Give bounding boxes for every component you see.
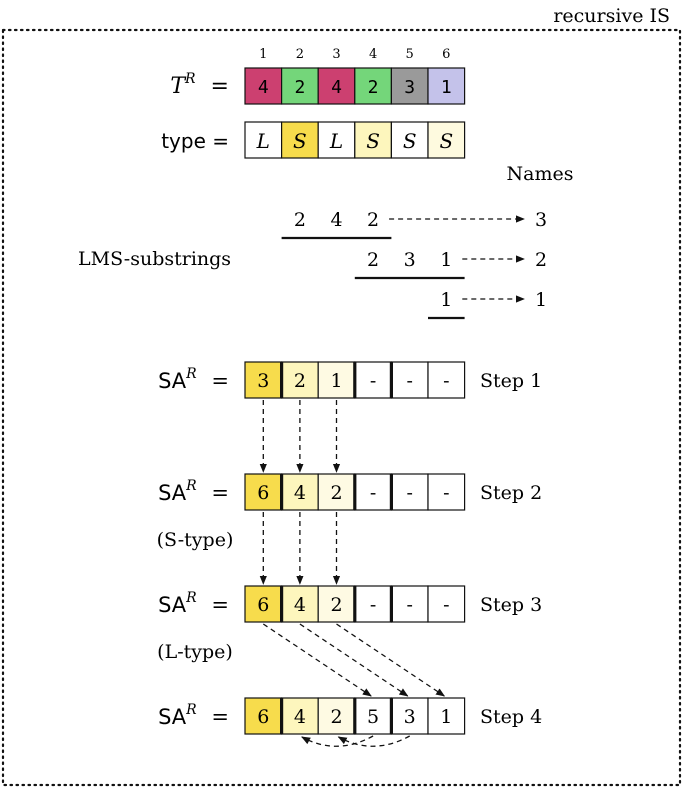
sa-value: 4 [293, 706, 306, 728]
step-label: Step 3 [480, 594, 543, 616]
lms-char: 2 [293, 209, 306, 231]
sa-label: $SA^R$ = [158, 478, 229, 505]
type-char: S [439, 129, 454, 153]
sa-value: 4 [293, 482, 306, 504]
sa-value: - [406, 482, 413, 504]
sa-label: $SA^R$ = [158, 366, 229, 393]
step-label: Step 1 [480, 370, 543, 392]
sa-value: 4 [293, 594, 306, 616]
scan-arrow [302, 736, 373, 746]
lms-char: 2 [367, 209, 380, 231]
type-char: S [366, 129, 380, 153]
sa-value: - [369, 594, 377, 616]
names-heading: Names [506, 163, 574, 185]
lms-label: LMS-substrings [78, 248, 232, 270]
text-char: 4 [257, 77, 269, 98]
text-label: $T^R$ = [170, 71, 229, 99]
text-char: 3 [404, 77, 416, 98]
index-label: 5 [405, 47, 414, 62]
sa-value: 5 [367, 706, 380, 728]
lms-char: 4 [330, 209, 343, 231]
sa-value: - [443, 594, 450, 616]
sa-value: - [443, 482, 450, 504]
frame-caption: recursive IS [553, 5, 670, 27]
index-label: 3 [332, 47, 341, 62]
index-label: 1 [259, 47, 268, 62]
lms-name: 2 [534, 249, 548, 271]
sa-value: 1 [440, 706, 453, 728]
lms-char: 2 [367, 249, 380, 271]
lms-name: 3 [534, 209, 548, 231]
text-char: 1 [440, 77, 452, 98]
sa-value: 2 [330, 482, 343, 504]
type-char: L [256, 129, 270, 153]
type-char: S [293, 129, 307, 153]
index-label: 4 [368, 47, 378, 62]
sa-label: $SA^R$ = [158, 702, 229, 729]
lms-char: 1 [440, 249, 453, 271]
type-char: L [329, 129, 344, 153]
index-label: 2 [295, 47, 305, 62]
sa-label: $SA^R$ = [158, 590, 229, 617]
text-char: 4 [331, 77, 342, 98]
sa-value: 6 [257, 482, 270, 504]
step-label: Step 2 [480, 482, 543, 504]
lms-char: 1 [440, 289, 453, 311]
sa-value: 2 [330, 594, 343, 616]
sa-value: 2 [293, 370, 306, 392]
text-char: 2 [294, 77, 306, 98]
index-label: 6 [442, 47, 451, 62]
text-char: 2 [367, 77, 379, 98]
phase-label-l: (L-type) [157, 641, 233, 663]
sa-value: - [369, 370, 377, 392]
sa-value: - [406, 370, 413, 392]
lms-char: 3 [403, 249, 416, 271]
sa-value: 2 [330, 706, 343, 728]
sa-value: 3 [257, 370, 270, 392]
sa-value: 3 [403, 706, 416, 728]
sa-value: - [443, 370, 450, 392]
type-label: type = [161, 129, 229, 153]
lms-name: 1 [534, 289, 548, 311]
sa-value: 6 [257, 706, 270, 728]
type-char: S [402, 129, 417, 153]
sa-value: - [369, 482, 377, 504]
sa-value: 1 [330, 370, 343, 392]
step-label: Step 4 [480, 706, 543, 728]
phase-label-s: (S-type) [156, 529, 234, 551]
sa-value: 6 [257, 594, 270, 616]
sa-value: - [406, 594, 413, 616]
scan-arrow [339, 736, 410, 746]
